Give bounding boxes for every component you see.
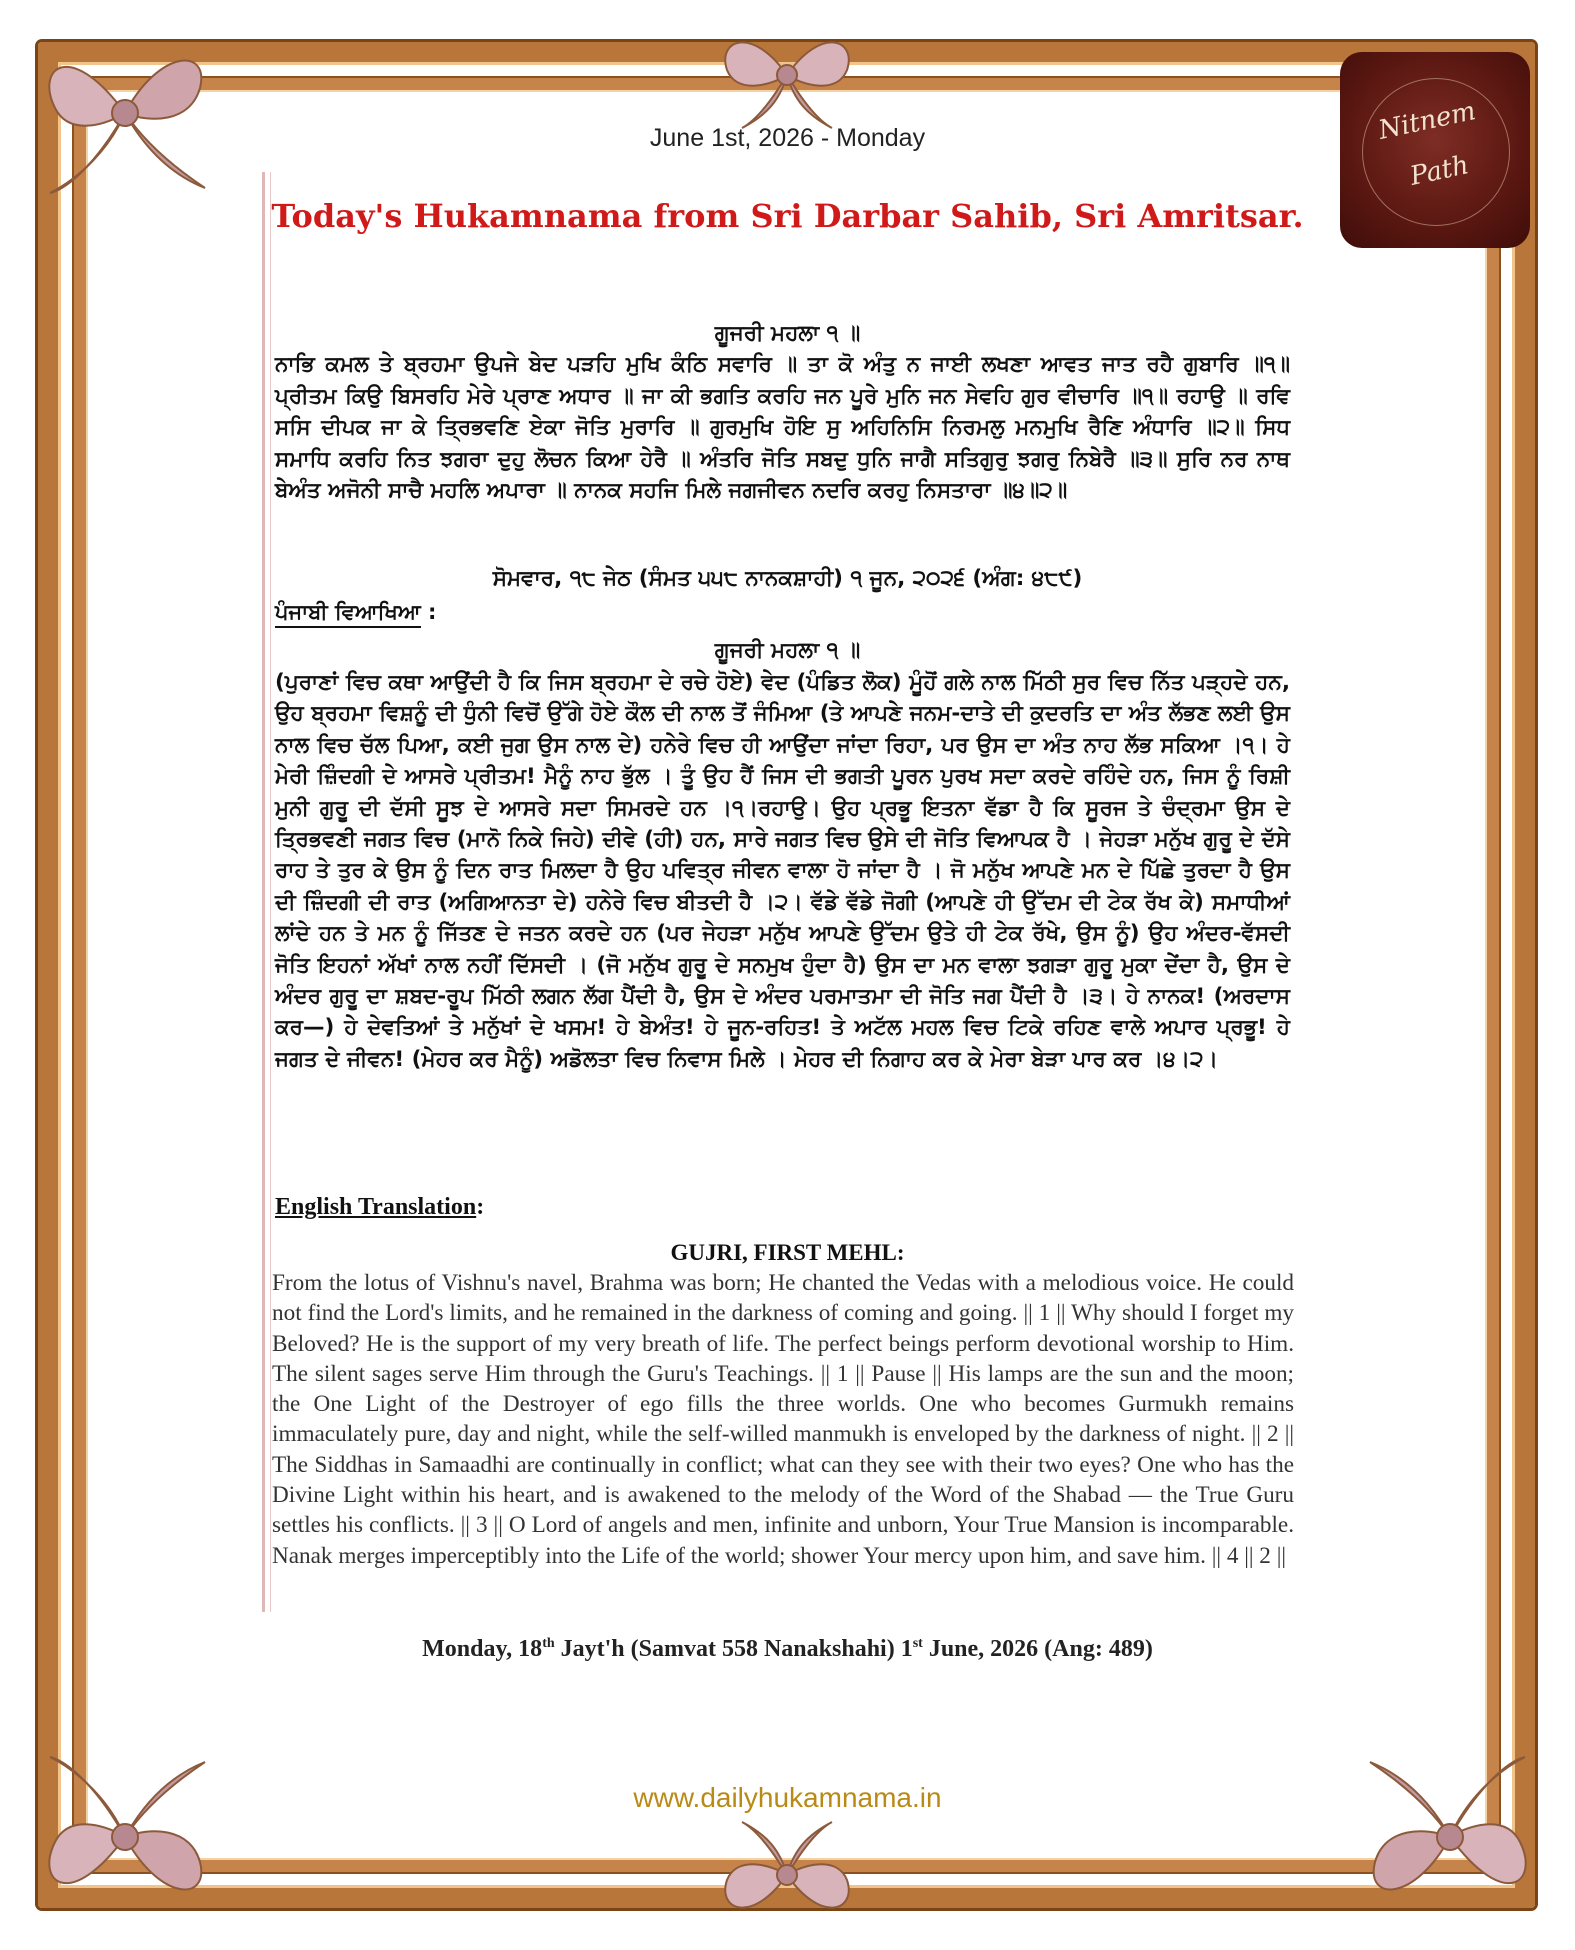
page-title: Today's Hukamnama from Sri Darbar Sahib, Sri Amritsar. — [271, 197, 1304, 235]
english-label-colon: : — [476, 1194, 485, 1220]
english-label — [275, 1194, 484, 1221]
logo-text: Path — [1407, 150, 1472, 192]
shabad-heading: ਗੂਜਰੀ ਮਹਲਾ ੧ ॥ — [714, 321, 861, 346]
website-link[interactable]: www.dailyhukamnama.in — [633, 1782, 942, 1813]
english-label-text: English Translation — [275, 1194, 477, 1220]
english-date-part: Jayt'h (Samvat 558 Nanakshahi) 1 — [554, 1636, 913, 1662]
top-bow-icon — [712, 20, 862, 130]
margin-line — [262, 172, 265, 1612]
english-date-part: June, 2026 (Ang: 489) — [922, 1636, 1153, 1662]
punjabi-text: (ਪੁਰਾਣਾਂ ਵਿਚ ਕਥਾ ਆਉਂਦੀ ਹੈ ਕਿ ਜਿਸ ਬ੍ਰਹਮਾ ਦੇ ਰਚੇ ਹੋਏ) ਵੇਦ (ਪੰਡਿਤ ਲੋਕ) ਮੂੰਹੋਂ ਗਲੇ ਨਾਲ ਮਿੱਠੀ ਸੁਰ ਵਿਚ ਨਿੱਤ ਪੜ੍ਹਦੇ ਹਨ, ਉਹ ਬ੍ਰਹਮਾ ਵਿਸ਼ਨੂੰ ਦੀ ਧੁੰਨੀ ਵਿਚੋਂ ਉੱਗੇ ਹੋਏ ਕੌਲ ਦੀ ਨਾਲ ਤੋਂ ਜੰਮਿਆ (ਤੇ ਆਪਣੇ ਜਨਮ-ਦਾਤੇ ਦੀ ਕੁਦਰਤਿ ਦਾ ਅੰਤ ਲੱਭਣ ਲਈ ਉਸ ਨਾਲ ਵਿਚ ਚੱਲ ਪਿਆ, ਕਈ ਜੁਗ ਉਸ ਨਾਲ ਦੇ) ਹਨੇਰੇ ਵਿਚ ਹੀ ਆਉਂਦਾ ਜਾਂਦਾ ਰਿਹਾ, ਪਰ ਉਸ ਦਾ ਅੰਤ ਨਾਹ ਲੱਭ ਸਕਿਆ ।੧। ਹੇ ਮੇਰੀ ਜ਼ਿੰਦਗੀ ਦੇ ਆਸਰੇ ਪ੍ਰੀਤਮ! ਮੈਨੂੰ ਨਾਹ ਭੁੱਲ । ਤੂੰ ਉਹ ਹੈਂ ਜਿਸ ਦੀ ਭਗਤੀ ਪੂਰਨ ਪੁਰਖ ਸਦਾ ਕਰਦੇ ਰਹਿੰਦੇ ਹਨ, ਜਿਸ ਨੂੰ ਰਿਸ਼ੀ ਮੁਨੀ ਗੁਰੂ ਦੀ ਦੱਸੀ ਸੂਝ ਦੇ ਆਸਰੇ ਸਦਾ ਸਿਮਰਦੇ ਹਨ ।੧।ਰਹਾਉ। ਉਹ ਪ੍ਰਭੂ ਇਤਨਾ ਵੱਡਾ ਹੈ ਕਿ ਸੂਰਜ ਤੇ ਚੰਦ੍ਰਮਾ ਉਸ ਦੇ ਤ੍ਰਿਭਵਣੀ ਜਗਤ ਵਿਚ (ਮਾਨੋ ਨਿਕੇ ਜਿਹੇ) ਦੀਵੇ (ਹੀ) ਹਨ, ਸਾਰੇ ਜਗਤ ਵਿਚ ਉਸੇ ਦੀ ਜੋਤਿ ਵਿਆਪਕ ਹੈ । ਜੇਹੜਾ ਮਨੁੱਖ ਗੁਰੂ ਦੇ ਦੱਸੇ ਰਾਹ ਤੇ ਤੁਰ ਕੇ ਉਸ ਨੂੰ ਦਿਨ ਰਾਤ ਮਿਲਦਾ ਹੈ ਉਹ ਪਵਿਤ੍ਰ ਜੀਵਨ ਵਾਲਾ ਹੋ ਜਾਂਦਾ ਹੈ । ਜੋ ਮਨੁੱਖ ਆਪਣੇ ਮਨ ਦੇ ਪਿੱਛੇ ਤੁਰਦਾ ਹੈ ਉਸ ਦੀ ਜ਼ਿੰਦਗੀ ਦੀ ਰਾਤ (ਅਗਿਆਨਤਾ ਦੇ) ਹਨੇਰੇ ਵਿਚ ਬੀਤਦੀ ਹੈ ।੨। ਵੱਡੇ ਵੱਡੇ ਜੋਗੀ (ਆਪਣੇ ਹੀ ਉੱਦਮ ਦੀ ਟੇਕ ਰੱਖ ਕੇ) ਸਮਾਧੀਆਂ ਲਾਂਦੇ ਹਨ ਤੇ ਮਨ ਨੂੰ ਜਿੱਤਣ ਦੇ ਜਤਨ ਕਰਦੇ ਹਨ (ਪਰ ਜੇਹੜਾ ਮਨੁੱਖ ਆਪਣੇ ਉੱਦਮ ਉਤੇ ਹੀ ਟੇਕ ਰੱਖੇ, ਉਸ ਨੂੰ) ਉਹ ਅੰਦਰ-ਵੱਸਦੀ ਜੋਤਿ ਇਹਨਾਂ ਅੱਖਾਂ ਨਾਲ ਨਹੀਂ ਦਿੱਸਦੀ । (ਜੋ ਮਨੁੱਖ ਗੁਰੂ ਦੇ ਸਨਮੁਖ ਹੁੰਦਾ ਹੈ) ਉਸ ਦਾ ਮਨ ਵਾਲਾ ਝਗੜਾ ਗੁਰੂ ਮੁਕਾ ਦੇਂਦਾ ਹੈ, ਉਸ ਦੇ ਅੰਦਰ ਗੁਰੂ ਦਾ ਸ਼ਬਦ-ਰੂਪ ਮਿੱਠੀ ਲਗਨ ਲੱਗ ਪੈਂਦੀ ਹੈ, ਉਸ ਦੇ ਅੰਦਰ ਪਰਮਾਤਮਾ ਦੀ ਜੋਤਿ ਜਗ ਪੈਂਦੀ ਹੈ ।੩। ਹੇ ਨਾਨਕ! (ਅਰਦਾਸ ਕਰ—) ਹੇ ਦੇਵਤਿਆਂ ਤੇ ਮਨੁੱਖਾਂ ਦੇ ਖਸਮ! ਹੇ ਬੇਅੰਤ! ਹੇ ਜੂਨ-ਰਹਿਤ! ਤੇ ਅਟੱਲ ਮਹਲ ਵਿਚ ਟਿਕੇ ਰਹਿਣ ਵਾਲੇ ਅਪਾਰ ਪ੍ਰਭੂ! ਹੇ ਜਗਤ ਦੇ ਜੀਵਨ! (ਮੇਹਰ ਕਰ ਮੈਨੂੰ) ਅਡੋਲਤਾ ਵਿਚ ਨਿਵਾਸ ਮਿਲੇ । ਮੇਹਰ ਦੀ ਨਿਗਾਹ ਕਰ ਕੇ ਮੇਰਾ ਬੇੜਾ ਪਾਰ ਕਰ ।੪।੨। — [275, 670, 1290, 1072]
bottom-bow-icon — [712, 1820, 862, 1930]
shabad-text: ਨਾਭਿ ਕਮਲ ਤੇ ਬ੍ਰਹਮਾ ਉਪਜੇ ਬੇਦ ਪੜਹਿ ਮੁਖਿ ਕੰਠਿ ਸਵਾਰਿ ॥ ਤਾ ਕੋ ਅੰਤੁ ਨ ਜਾਈ ਲਖਣਾ ਆਵਤ ਜਾਤ ਰਹੈ ਗੁਬਾਰਿ ॥੧॥ ਪ੍ਰੀਤਮ ਕਿਉ ਬਿਸਰਹਿ ਮੇਰੇ ਪ੍ਰਾਣ ਅਧਾਰ ॥ ਜਾ ਕੀ ਭਗਤਿ ਕਰਹਿ ਜਨ ਪੂਰੇ ਮੁਨਿ ਜਨ ਸੇਵਹਿ ਗੁਰ ਵੀਚਾਰਿ ॥੧॥ ਰਹਾਉ ॥ ਰਵਿ ਸਸਿ ਦੀਪਕ ਜਾ ਕੇ ਤ੍ਰਿਭਵਣਿ ਏਕਾ ਜੋਤਿ ਮੁਰਾਰਿ ॥ ਗੁਰਮੁਖਿ ਹੋਇ ਸੁ ਅਹਿਨਿਸਿ ਨਿਰਮਲੁ ਮਨਮੁਖਿ ਰੈਣਿ ਅੰਧਾਰਿ ॥੨॥ ਸਿਧ ਸਮਾਧਿ ਕਰਹਿ ਨਿਤ ਝਗਰਾ ਦੁਹੁ ਲੋਚਨ ਕਿਆ ਹੇਰੈ ॥ ਅੰਤਰਿ ਜੋਤਿ ਸਬਦੁ ਧੁਨਿ ਜਾਗੈ ਸਤਿਗੁਰੁ ਝਗਰੁ ਨਿਬੇਰੈ ॥੩॥ ਸੁਰਿ ਨਰ ਨਾਥ ਬੇਅੰਤ ਅਜੋਨੀ ਸਾਚੈ ਮਹਲਿ ਅਪਾਰਾ ॥ ਨਾਨਕ ਸਹਜਿ ਮਿਲੇ ਜਗਜੀਵਨ ਨਦਰਿ ਕਰਹੁ ਨਿਸਤਾਰਾ ॥੪॥੨॥ — [275, 352, 1290, 503]
corner-bow-icon — [30, 1752, 220, 1922]
punjabi-label — [275, 600, 436, 625]
punjabi-label-text: ਪੰਜਾਬੀ ਵਿਆਖਿਆ — [275, 600, 421, 628]
corner-bow-icon — [30, 28, 220, 198]
corner-bow-icon — [1355, 1752, 1545, 1922]
logo-text: Nitnem — [1375, 96, 1479, 146]
punjabi-label-colon: : — [420, 600, 437, 624]
english-date-part: Monday, 18 — [422, 1636, 543, 1662]
margin-line — [270, 172, 271, 1612]
date-line: June 1st, 2026 - Monday — [649, 124, 926, 152]
english-text: From the lotus of Vishnu's navel, Brahma was born; He chanted the Vedas with a melodious voice. He could not find the Lord's limits, and he remained in the darkness of coming and going. || 1 || Why should I forget my Beloved? He is the support of my very breath of life. The perfect beings perform devotional worship to Him. The silent sages serve Him through the Guru's Teachings. || 1 || Pause || His lamps are the sun and the moon; the One Light of the Destroyer of ego fills the three worlds. One who becomes Gurmukh remains immaculately pure, day and night, while the self-willed manmukh is enveloped by the darkness of night. || 2 || The Siddhas in Samaadhi are continually in conflict; what can they see with their two eyes? One who has the Divine Light within his heart, and is awakened to the melody of the Word of the Shabad — the True Guru settles his conflicts. || 3 || O Lord of angels and men, infinite and unborn, Your True Mansion is incomparable. Nanak merges imperceptibly into the Life of the world; shower Your mercy upon him, and save him. || 4 || 2 || — [272, 1270, 1294, 1569]
punjabi-heading: ਗੂਜਰੀ ਮਹਲਾ ੧ ॥ — [714, 638, 861, 663]
shabad-date: ਸੋਮਵਾਰ, ੧੮ ਜੇਠ (ਸੰਮਤ ੫੫੮ ਨਾਨਕਸ਼ਾਹੀ) ੧ ਜੂਨ, ੨੦੨੬ (ਅੰਗ: ੪੮੯) — [492, 566, 1083, 591]
english-date — [0, 1636, 1575, 1663]
english-date-sup: st — [912, 1636, 923, 1651]
english-date-sup: th — [542, 1636, 555, 1651]
english-heading: GUJRI, FIRST MEHL: — [670, 1240, 905, 1265]
